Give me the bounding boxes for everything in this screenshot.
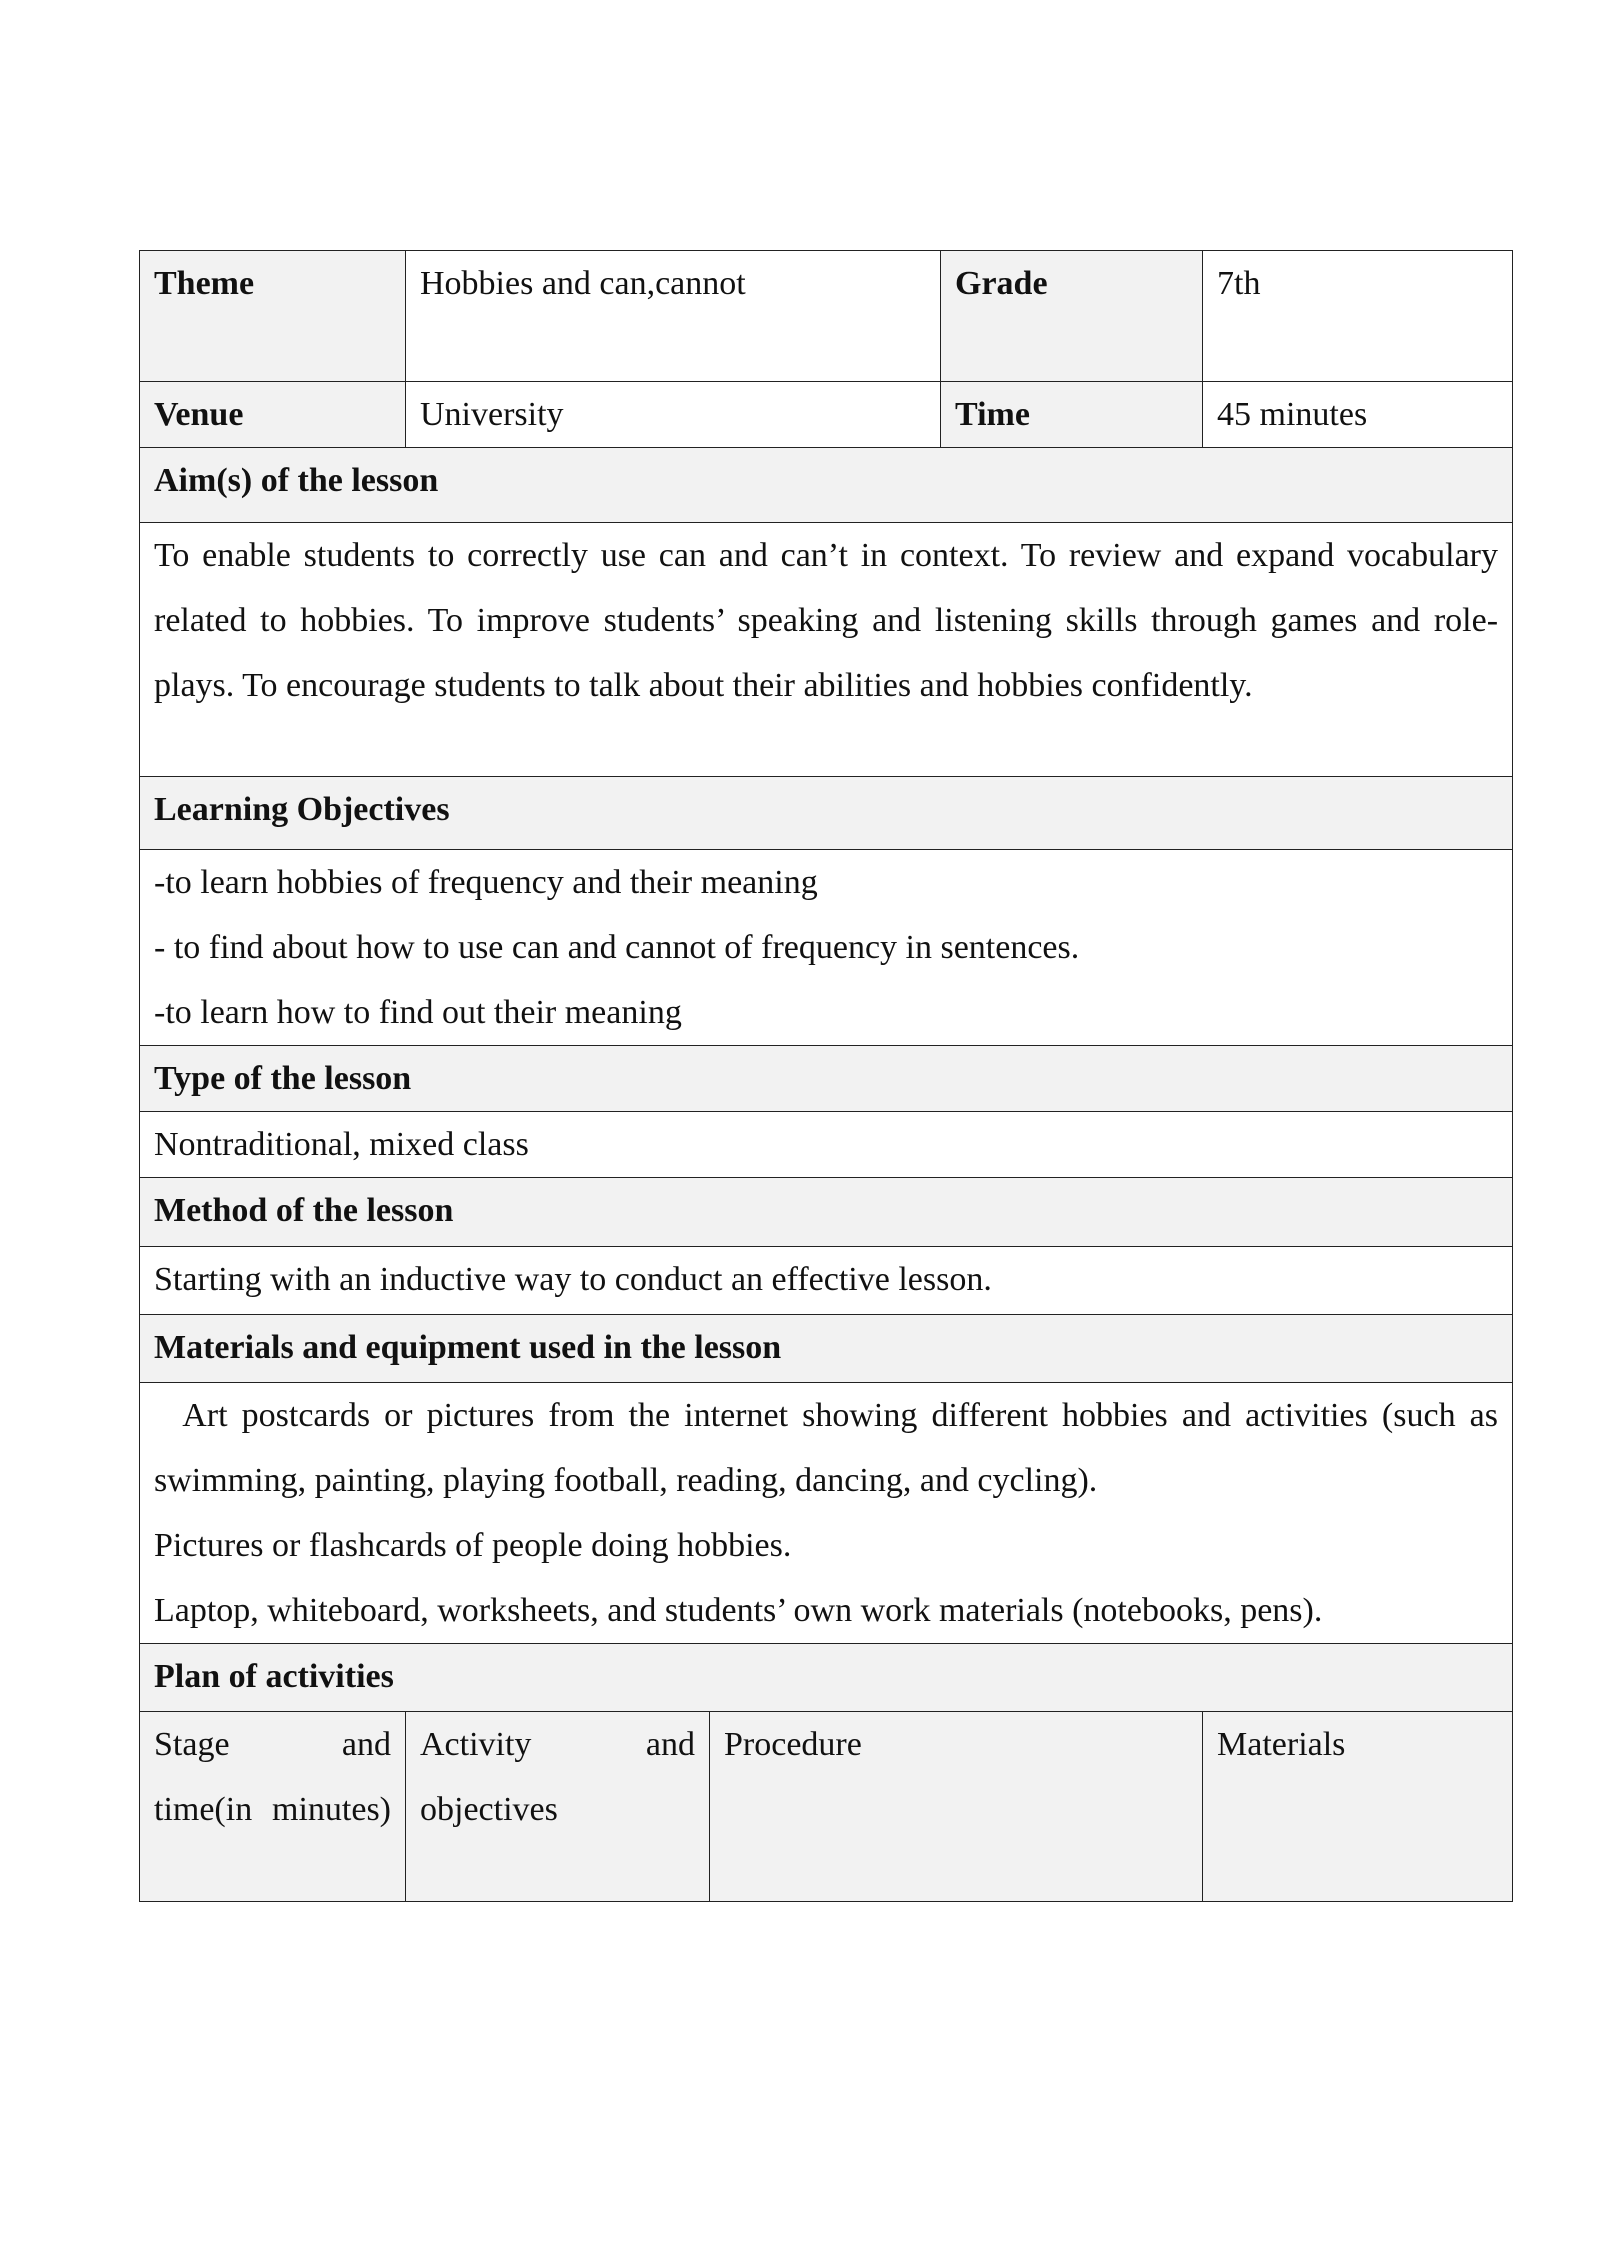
materials-text-row: [140, 1383, 1513, 1644]
grade-label: Grade: [941, 251, 1203, 382]
theme-value: Hobbies and can,cannot: [406, 251, 941, 382]
method-text-row: [140, 1247, 1513, 1315]
objective-item: -to learn hobbies of frequency and their meaning: [154, 864, 818, 901]
materials-paragraph: Laptop, whiteboard, worksheets, and students’ own work materials (notebooks, pens).: [154, 1592, 1323, 1629]
lesson-plan-table: [139, 250, 1513, 1902]
materials-paragraph: Pictures or flashcards of people doing hobbies.: [154, 1527, 792, 1564]
plan-column-stage: Stage and time(in minutes): [140, 1712, 406, 1902]
plan-columns-row: [140, 1712, 1513, 1902]
objective-item: - to find about how to use can and cannot of frequency in sentences.: [154, 929, 1080, 966]
objectives-list: [140, 850, 1513, 1046]
method-text: Starting with an inductive way to conduct an effective lesson.: [140, 1247, 1513, 1315]
objective-item: -to learn how to find out their meaning: [154, 994, 682, 1031]
aims-text: To enable students to correctly use can and can’t in context. To review and expand vocabulary related to hobbies. To improve students’ speaking and listening skills through games and role-plays. To encourage students to talk about their abilities and hobbies confidently.: [140, 523, 1513, 777]
time-value: 45 minutes: [1203, 382, 1513, 448]
venue-row: [140, 382, 1513, 448]
method-heading: Method of the lesson: [140, 1178, 1513, 1247]
theme-row: [140, 251, 1513, 382]
aims-heading: Aim(s) of the lesson: [140, 448, 1513, 523]
materials-paragraph: Art postcards or pictures from the internet showing different hobbies and activities (such as swimming, painting, playing football, reading, dancing, and cycling).: [154, 1397, 1507, 1499]
time-label: Time: [941, 382, 1203, 448]
materials-heading: Materials and equipment used in the lesson: [140, 1315, 1513, 1383]
venue-value: University: [406, 382, 941, 448]
plan-column-procedure: Procedure: [710, 1712, 1203, 1902]
plan-heading: Plan of activities: [140, 1644, 1513, 1712]
objectives-heading: Learning Objectives: [140, 777, 1513, 850]
materials-text: [140, 1383, 1513, 1644]
objectives-list-row: [140, 850, 1513, 1046]
plan-column-activity: Activity and objectives: [406, 1712, 710, 1902]
aims-heading-row: [140, 448, 1513, 523]
type-text: Nontraditional, mixed class: [140, 1112, 1513, 1178]
grade-value: 7th: [1203, 251, 1513, 382]
method-heading-row: [140, 1178, 1513, 1247]
plan-column-materials: Materials: [1203, 1712, 1513, 1902]
objectives-heading-row: [140, 777, 1513, 850]
aims-text-row: [140, 523, 1513, 777]
type-heading-row: [140, 1046, 1513, 1112]
materials-heading-row: [140, 1315, 1513, 1383]
type-heading: Type of the lesson: [140, 1046, 1513, 1112]
plan-heading-row: [140, 1644, 1513, 1712]
type-text-row: [140, 1112, 1513, 1178]
theme-label: Theme: [140, 251, 406, 382]
venue-label: Venue: [140, 382, 406, 448]
